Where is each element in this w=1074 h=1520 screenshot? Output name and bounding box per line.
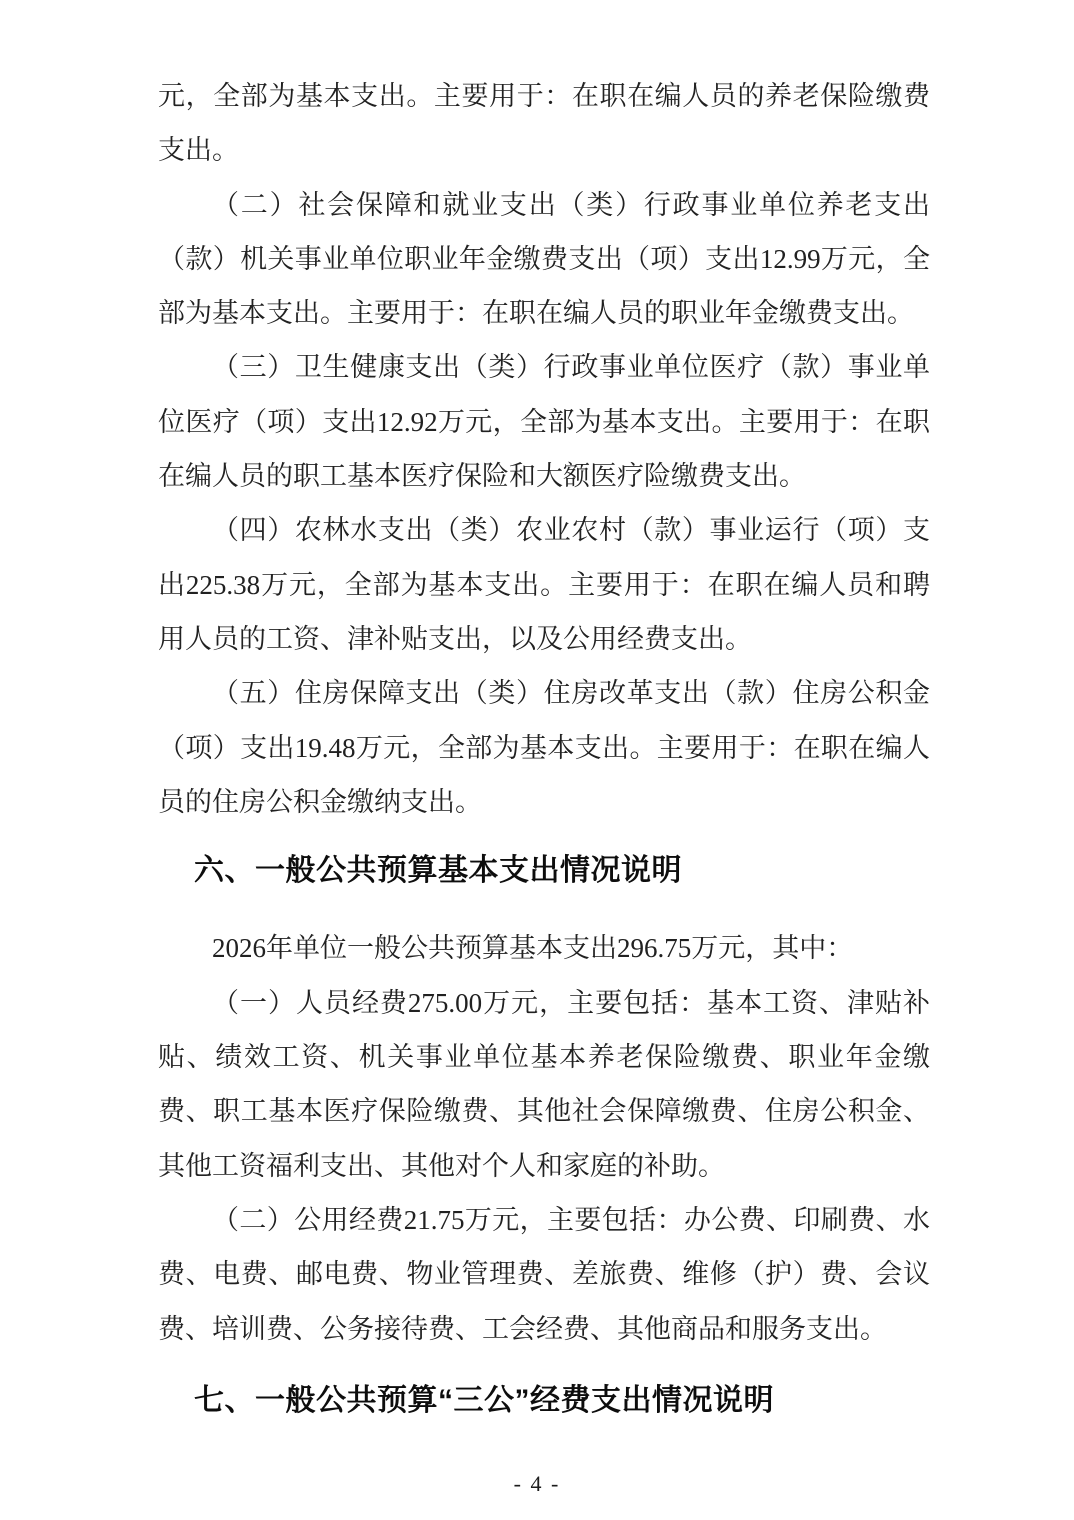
text-line: （款）机关事业单位职业年金缴费支出（项）支出12.99万元，全 <box>158 243 930 274</box>
text-line: （三）卫生健康支出（类）行政事业单位医疗（款）事业单 <box>212 352 930 383</box>
text-line: （二）社会保障和就业支出（类）行政事业单位养老支出 <box>212 189 930 220</box>
text-line: （一）人员经费275.00万元，主要包括：基本工资、津贴补 <box>212 987 930 1018</box>
text-line: 位医疗（项）支出12.92万元，全部为基本支出。主要用于：在职 <box>158 406 930 437</box>
paragraph-item-4-agriculture <box>158 503 930 666</box>
paragraph-item-2-annuity <box>158 178 930 341</box>
paragraph-item-5-housing <box>158 666 930 829</box>
text-line: 支出。 <box>158 135 239 166</box>
page-number: - 4 - <box>513 1471 561 1496</box>
text-line: （二）公用经费21.75万元，主要包括：办公费、印刷费、水 <box>212 1204 930 1235</box>
text-line: 员的住房公积金缴纳支出。 <box>158 786 482 817</box>
paragraph-pension-continuation <box>158 69 930 178</box>
text-line: 贴、绩效工资、机关事业单位基本养老保险缴费、职业年金缴 <box>158 1042 930 1073</box>
paragraph-public-funds <box>158 1193 930 1356</box>
text-line: 元，全部为基本支出。主要用于：在职在编人员的养老保险缴费 <box>158 81 930 111</box>
text-line: （五）住房保障支出（类）住房改革支出（款）住房公积金 <box>212 678 930 709</box>
document-body <box>158 69 930 1428</box>
text-line: 费、职工基本医疗保险缴费、其他社会保障缴费、住房公积金、 <box>158 1096 930 1127</box>
text-line: 用人员的工资、津补贴支出，以及公用经费支出。 <box>158 623 752 654</box>
text-line: （项）支出19.48万元，全部为基本支出。主要用于：在职在编人 <box>158 732 930 763</box>
paragraph-item-3-health <box>158 340 930 503</box>
text-line: 费、电费、邮电费、物业管理费、差旅费、维修（护）费、会议 <box>158 1259 930 1290</box>
paragraph-personnel-funds <box>158 976 930 1193</box>
section-heading-seven: 七、一般公共预算“三公”经费支出情况说明 <box>194 1383 774 1417</box>
text-line: 费、培训费、公务接待费、工会经费、其他商品和服务支出。 <box>158 1313 887 1344</box>
paragraph-basic-expenditure-total <box>158 921 930 975</box>
text-line: 2026年单位一般公共预算基本支出296.75万元，其中： <box>212 933 854 964</box>
text-line: 部为基本支出。主要用于：在职在编人员的职业年金缴费支出。 <box>158 298 914 329</box>
text-line: （四）农林水支出（类）农业农村（款）事业运行（项）支 <box>212 515 930 546</box>
text-line: 出225.38万元，全部为基本支出。主要用于：在职在编人员和聘 <box>158 569 930 600</box>
text-line: 其他工资福利支出、其他对个人和家庭的补助。 <box>158 1150 725 1181</box>
section-heading-six: 六、一般公共预算基本支出情况说明 <box>194 854 682 888</box>
text-line: 在编人员的职工基本医疗保险和大额医疗险缴费支出。 <box>158 461 806 492</box>
